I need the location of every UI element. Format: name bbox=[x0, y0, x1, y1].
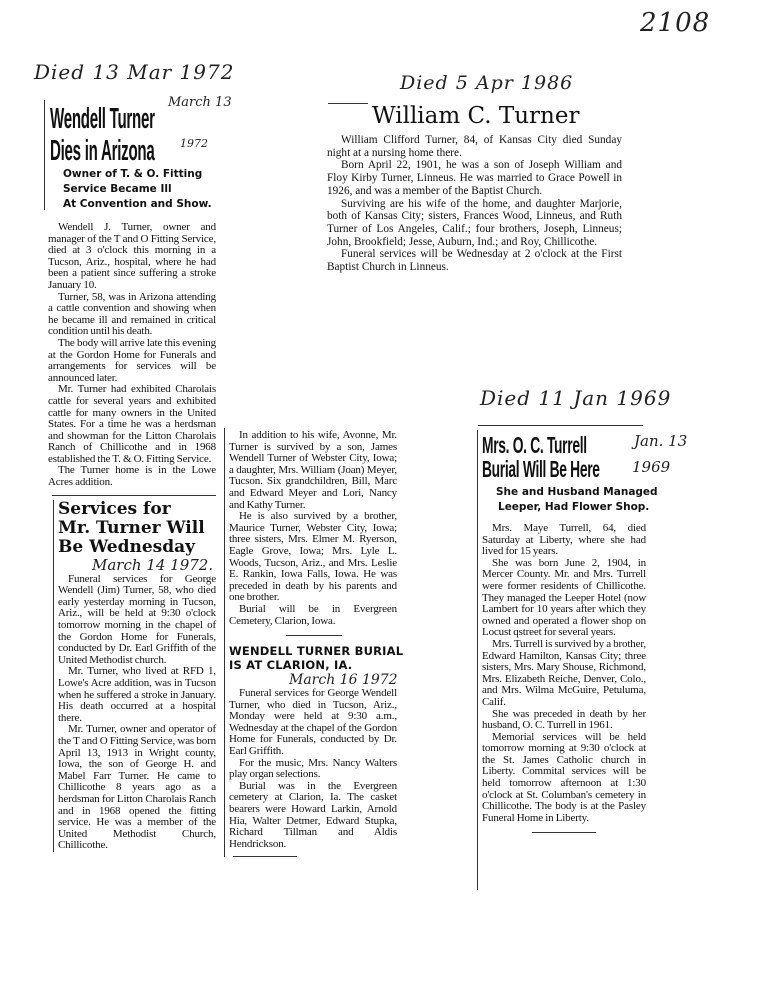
headline-line-1: Mrs. O. C. Turrell bbox=[482, 432, 587, 458]
paragraph: In addition to his wife, Avonne, Mr. Turner is survived by a son, James Wendell Turner of Webster City, Iowa; a daughter, Mrs. William (Joan) Meyer, Tucson. Six grandchildren, Bill, Marc and Edward Meyer and Lori, Nancy and Kathy Turner. bbox=[229, 429, 397, 511]
subhead-line: Service Became Ill bbox=[63, 183, 172, 195]
handwritten-note: March 14 1972. bbox=[92, 555, 214, 574]
page-number-handwritten: 2108 bbox=[640, 8, 711, 38]
divider bbox=[478, 425, 643, 426]
handwritten-note: March 13 bbox=[168, 95, 232, 110]
headline-line: Mr. Turner Will bbox=[58, 517, 205, 538]
left-column-flow bbox=[48, 222, 216, 852]
paragraph: Memorial services will be held tomorrow morning at 9:30 o'clock at the St. James Catholic church in Liberty. Commital services will be held tomorrow afternoon at 1:30 o'clock at St. Columban's cemetery in Chillicothe. The body is at the Pasley Funeral Home in Liberty. bbox=[482, 730, 646, 824]
clip-border bbox=[44, 100, 45, 210]
paragraph: Funeral services will be Wednesday at 2 o'clock at the First Baptist Church in Linneus. bbox=[327, 248, 622, 274]
headline-line-2: Burial Will Be Here bbox=[482, 456, 600, 482]
paragraph: She was preceded in death by her husband, O. C. Turrell in 1961. bbox=[482, 707, 646, 732]
handwritten-note: 1969 bbox=[632, 458, 671, 476]
article-body bbox=[327, 134, 622, 274]
clipping-services-for-mr-turner bbox=[53, 500, 216, 852]
headline-line: Be Wednesday bbox=[58, 536, 196, 557]
paragraph: Mrs. Turrell is survived by a brother, Edward Hamilton, Kansas City; three sisters, Mrs. Mary Shouse, Richmond, Mrs. Elizabeth Reiche, Denver, Colo., and Mrs. Wilma McGuire, Petuluma, Calif. bbox=[482, 637, 647, 708]
paragraph: Turner, 58, was in Arizona attending a cattle convention and showing when he became ill and remained in critical condition until his death. bbox=[48, 290, 216, 338]
paragraph: Wendell J. Turner, owner and manager of the T and O Fitting Service, died at 3 o'clock this morning in a Tucson, Ariz., hospital, where he had been a patient since suffering a stroke January 10. bbox=[48, 221, 216, 291]
divider bbox=[233, 856, 297, 857]
paragraph: Funeral services for George Wendell Turner, who died in Tucson, Ariz., Monday were held at 9:30 a.m., Wednesday at the chapel of the Gordon Home for Funerals, conducted by Dr. Earl Griffith. bbox=[229, 687, 397, 758]
divider bbox=[532, 832, 596, 833]
article-body bbox=[58, 574, 216, 852]
article-body bbox=[229, 688, 397, 850]
paragraph: For the music, Mrs. Nancy Walters play organ selections. bbox=[229, 756, 397, 781]
paragraph: Mr. Turner, owner and operator of the T and O Fitting Service, was born April 13, 1913 in Wright county, Iowa, the son of George H. and Mabel Farr Turner. He came to Chillicothe 8 years ago as a herdsman for Litton Charolais Ranch and in 1968 opened the fitting service. He was a member of the United Methodist Church, Chillicothe. bbox=[58, 723, 216, 852]
clipping-burial-at-clarion bbox=[229, 644, 404, 857]
divider bbox=[286, 635, 342, 636]
handwritten-note: March 16 1972 bbox=[289, 672, 398, 689]
article-body bbox=[48, 222, 216, 489]
handwritten-date: Died 13 Mar 1972 bbox=[34, 60, 235, 84]
headline-line: IS AT CLARION, IA. bbox=[229, 658, 353, 673]
article-body bbox=[482, 523, 646, 824]
paragraph: Burial will be in Evergreen Cemetery, Clarion, Iowa. bbox=[229, 602, 397, 627]
paragraph: William Clifford Turner, 84, of Kansas City died Sunday night at a nursing home there. bbox=[327, 134, 622, 159]
handwritten-date: Died 11 Jan 1969 bbox=[480, 386, 672, 410]
paragraph: She was born June 2, 1904, in Mercer County. Mr. and Mrs. Turrell were former residents of Chillicothe. They managed the Leeper Hotel (now Lambert for 10 years after which they owned and operated a flower shop on Locust qstreet for several years. bbox=[482, 556, 646, 639]
paragraph: Mrs. Maye Turrell, 64, died Saturday at Liberty, where she had lived for 15 years. bbox=[482, 522, 646, 558]
subhead-line: Leeper, Had Flower Shop. bbox=[498, 501, 650, 513]
divider bbox=[52, 495, 216, 496]
article-body-continued bbox=[229, 428, 397, 627]
subhead bbox=[496, 485, 658, 515]
headline bbox=[229, 644, 404, 673]
headline bbox=[58, 500, 216, 557]
paragraph: Burial was in the Evergreen cemetery at Clarion, Ia. The casket bearers were Howard Larkin, Arnold Hia, Walter Detmer, Edward Stupka, Richard Tillman and Aldis Hendrickson. bbox=[229, 779, 397, 850]
paragraph: He is also survived by a brother, Maurice Turner, Webster City, Iowa; three sisters, Mrs. Elmer M. Ryerson, Eagle Grove, Iowa; Mrs. Lyle L. Woods, Tucson, Ariz., and Mrs. Leslie E. Rankin, Iowa Falls, Iowa. He was preceded in death by his parents and one brother. bbox=[229, 510, 397, 604]
headline-line: Services for bbox=[58, 498, 171, 519]
subhead-line: At Convention and Show. bbox=[63, 198, 212, 210]
handwritten-note: Jan. 13 bbox=[634, 432, 688, 450]
paragraph: Mr. Turner, who lived at RFD 1, Lowe's Acre addition, was in Tucson when he suffered a stroke in January. His death occurred at a hospital there. bbox=[58, 665, 216, 724]
subhead-line: She and Husband Managed bbox=[496, 486, 658, 498]
subhead-line: Owner of T. & O. Fitting bbox=[63, 168, 203, 180]
headline: William C. Turner bbox=[372, 103, 580, 129]
paragraph: The Turner home is in the Lowe Acres addition. bbox=[48, 464, 216, 489]
handwritten-date: Died 5 Apr 1986 bbox=[400, 72, 574, 94]
headline-line: WENDELL TURNER BURIAL bbox=[229, 644, 404, 659]
paragraph: Born April 22, 1901, he was a son of Joseph William and Floy Kirby Turner, Linneus. He was married to Grace Powell in 1926, and was a member of the Baptist Church. bbox=[327, 159, 622, 197]
paragraph: The body will arrive late this evening at the Gordon Home for Funerals and arrangements for services will be announced later. bbox=[48, 336, 216, 384]
divider bbox=[328, 103, 368, 104]
paragraph: Funeral services for George Wendell (Jim) Turner, 58, who died early yesterday morning in Tucson, Ariz., will be held at 9:30 o'clock tomorrow morning in the chapel of the Gordon Home for Funerals, conducted by Dr. Earl Griffith of the United Methodist church. bbox=[58, 572, 216, 666]
headline-line-2: Dies in Arizona bbox=[50, 135, 155, 167]
clip-border bbox=[477, 430, 478, 890]
middle-column-flow bbox=[224, 428, 404, 857]
paragraph: Mr. Turner had exhibited Charolais cattle for several years and exhibited cattle for many owners in the United States. For a time he was a herdsman and showman for the Litton Charolais Ranch of Chillicothe and in 1968 established the T. & O. Fitting Service. bbox=[48, 383, 216, 465]
subhead bbox=[63, 167, 212, 212]
paragraph: Surviving are his wife of the home, and daughter Marjorie, both of Kansas City; sisters, Frances Wood, Linneus, and Ruth Turner of Los Angeles, Calif.; four brothers, Joseph, Linneus; John, Brookfield; Jesse, Auburn, Ind.; and Roy, Chillicothe. bbox=[327, 197, 622, 248]
right-column-flow bbox=[482, 523, 646, 833]
headline-line-1: Wendell Turner bbox=[50, 103, 155, 135]
handwritten-note: 1972 bbox=[180, 137, 208, 150]
